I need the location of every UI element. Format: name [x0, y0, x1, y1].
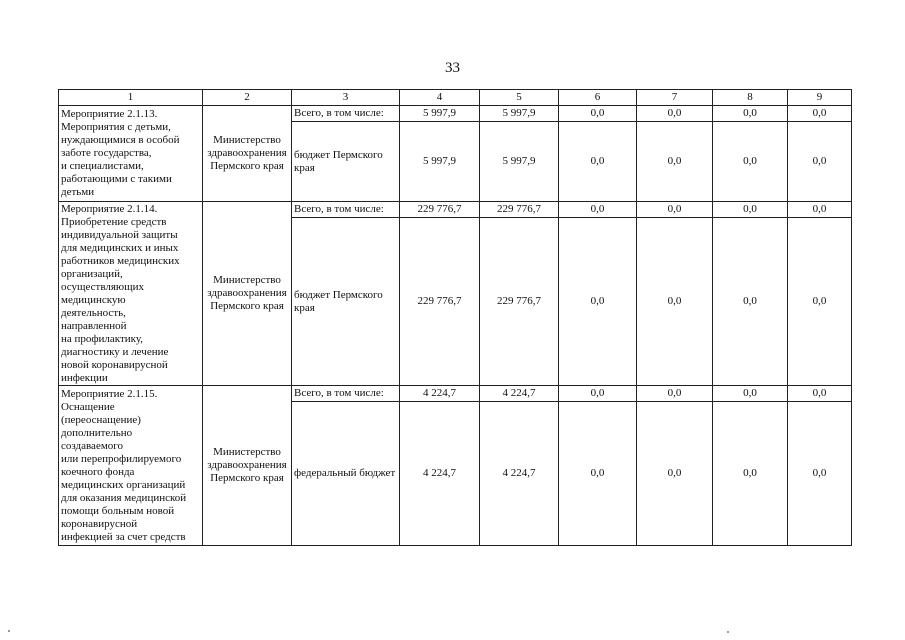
- value-cell: 5 997,9: [480, 106, 559, 122]
- value-cell: 0,0: [713, 386, 788, 402]
- event-line: деятельность,: [61, 306, 126, 319]
- table-row: [59, 202, 852, 218]
- column-header: 9: [788, 90, 852, 106]
- funding-total-label: Всего, в том числе:: [292, 106, 400, 122]
- value-cell: 229 776,7: [400, 202, 480, 218]
- funding-source-label: федеральный бюджет: [292, 402, 400, 546]
- value-cell: 229 776,7: [480, 202, 559, 218]
- event-line: помощи больным новой: [61, 504, 175, 517]
- value-cell: 4 224,7: [480, 402, 559, 546]
- column-header: 2: [203, 90, 292, 106]
- funding-total-label: Всего, в том числе:: [292, 386, 400, 402]
- column-header: 8: [713, 90, 788, 106]
- value-cell: 0,0: [559, 202, 637, 218]
- column-header: 7: [637, 90, 713, 106]
- value-cell: 0,0: [559, 218, 637, 386]
- event-description: [59, 202, 203, 386]
- value-cell: 0,0: [559, 402, 637, 546]
- value-cell: 0,0: [788, 122, 852, 202]
- column-header-row: [59, 90, 852, 106]
- event-line: работающими с такими: [61, 173, 172, 185]
- event-line: медицинскую: [61, 293, 126, 306]
- event-line: дополнительно: [61, 426, 133, 439]
- column-header: 4: [400, 90, 480, 106]
- value-cell: 229 776,7: [400, 218, 480, 386]
- event-line: индивидуальной защиты: [61, 228, 178, 241]
- event-line: Мероприятия с детьми,: [61, 121, 171, 133]
- event-line: Мероприятие 2.1.15.: [61, 387, 158, 400]
- event-line: для медицинских и иных: [61, 241, 179, 254]
- value-cell: 0,0: [788, 402, 852, 546]
- value-cell: 4 224,7: [400, 386, 480, 402]
- responsible-ministry: Министерство здравоохранения Пермского края: [203, 202, 292, 386]
- value-cell: 0,0: [637, 202, 713, 218]
- value-cell: 0,0: [713, 106, 788, 122]
- table-row: [59, 106, 852, 122]
- value-cell: 0,0: [788, 386, 852, 402]
- event-line: или перепрофилируемого: [61, 452, 182, 465]
- value-cell: 0,0: [637, 402, 713, 546]
- value-cell: 0,0: [788, 106, 852, 122]
- funding-total-label: Всего, в том числе:: [292, 202, 400, 218]
- event-description: [59, 386, 203, 546]
- event-line: работников медицинских: [61, 254, 180, 267]
- value-cell: 0,0: [788, 202, 852, 218]
- event-line: нуждающимися в особой: [61, 134, 180, 146]
- event-line: осуществляющих: [61, 280, 144, 293]
- column-header: 3: [292, 90, 400, 106]
- funding-source-label: бюджет Пермского края: [292, 122, 400, 202]
- responsible-ministry: Министерство здравоохранения Пермского края: [203, 106, 292, 202]
- event-line: коечного фонда: [61, 465, 135, 478]
- event-line: (переоснащение): [61, 413, 141, 426]
- value-cell: 229 776,7: [480, 218, 559, 386]
- event-description: [59, 106, 203, 202]
- event-line: Мероприятие 2.1.13.: [61, 108, 158, 120]
- value-cell: 4 224,7: [400, 402, 480, 546]
- value-cell: 0,0: [788, 218, 852, 386]
- scan-speck: [727, 631, 729, 633]
- column-header: 5: [480, 90, 559, 106]
- value-cell: 0,0: [559, 122, 637, 202]
- value-cell: 0,0: [637, 386, 713, 402]
- event-line: медицинских организаций: [61, 478, 186, 491]
- event-line: и специалистами,: [61, 160, 144, 172]
- event-line: для оказания медицинской: [61, 491, 187, 504]
- event-line: на профилактику,: [61, 332, 144, 345]
- event-line: инфекцией за счет средств: [61, 530, 186, 543]
- value-cell: 0,0: [559, 106, 637, 122]
- page-number: 33: [445, 60, 460, 76]
- column-header: 1: [59, 90, 203, 106]
- event-line: Оснащение: [61, 400, 115, 413]
- table-row: [59, 386, 852, 402]
- event-line: организаций,: [61, 267, 123, 280]
- event-line: создаваемого: [61, 439, 124, 452]
- value-cell: 5 997,9: [400, 122, 480, 202]
- value-cell: 0,0: [559, 386, 637, 402]
- value-cell: 0,0: [713, 122, 788, 202]
- value-cell: 0,0: [713, 402, 788, 546]
- value-cell: 0,0: [713, 202, 788, 218]
- event-line: новой коронавирусной: [61, 358, 168, 371]
- value-cell: 0,0: [637, 122, 713, 202]
- event-line: коронавирусной: [61, 517, 138, 530]
- column-header: 6: [559, 90, 637, 106]
- event-line: направленной: [61, 319, 127, 332]
- responsible-ministry: Министерство здравоохранения Пермского края: [203, 386, 292, 546]
- event-line: диагностику и лечение: [61, 345, 169, 358]
- event-line: Приобретение средств: [61, 215, 167, 228]
- event-line: инфекции: [61, 371, 108, 384]
- event-line: Мероприятие 2.1.14.: [61, 202, 158, 215]
- value-cell: 0,0: [637, 106, 713, 122]
- value-cell: 0,0: [713, 218, 788, 386]
- value-cell: 5 997,9: [480, 122, 559, 202]
- value-cell: 5 997,9: [400, 106, 480, 122]
- scan-speck: [8, 630, 10, 632]
- budget-table: [58, 89, 852, 546]
- value-cell: 0,0: [637, 218, 713, 386]
- event-line: заботе государства,: [61, 147, 152, 159]
- event-line: детьми: [61, 186, 95, 198]
- value-cell: 4 224,7: [480, 386, 559, 402]
- funding-source-label: бюджет Пермского края: [292, 218, 400, 386]
